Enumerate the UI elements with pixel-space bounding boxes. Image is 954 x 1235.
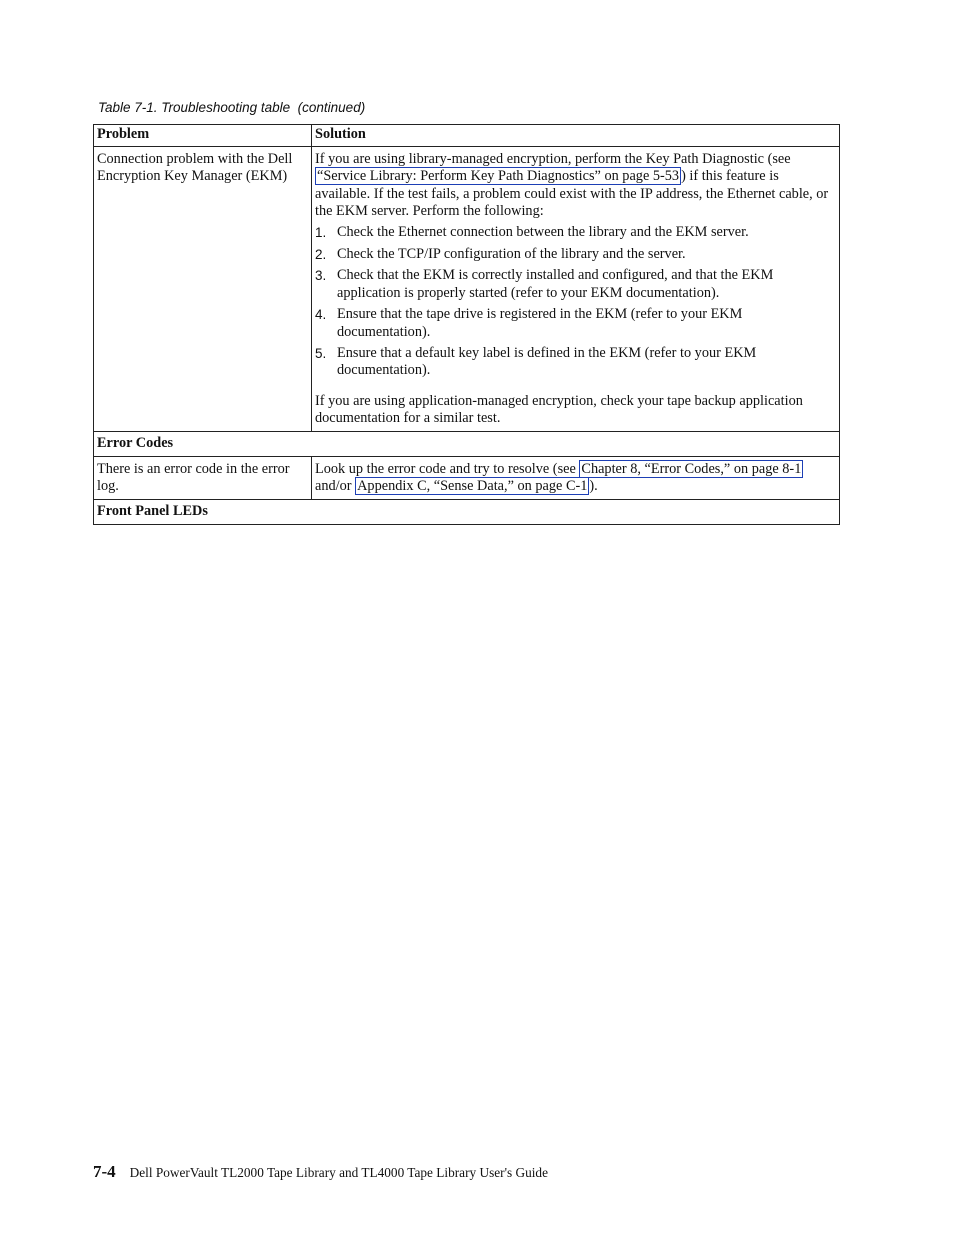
page-footer — [93, 1162, 548, 1182]
table-row — [94, 147, 840, 432]
table-caption — [98, 100, 365, 115]
error-codes-section-row — [94, 432, 840, 457]
problem-header: Problem — [94, 125, 312, 147]
chapter-8-error-codes-link[interactable]: Chapter 8, “Error Codes,” on page 8-1 — [581, 461, 802, 478]
table-caption-continued: (continued) — [297, 100, 366, 115]
solution-header: Solution — [312, 125, 840, 147]
key-path-diagnostics-link[interactable]: “Service Library: Perform Key Path Diagnostics” on page 5-53 — [317, 168, 680, 185]
error-solution-cell — [312, 457, 840, 499]
ekm-steps-list — [315, 224, 829, 380]
page-number: 7-4 — [93, 1162, 116, 1181]
list-item: 5. Ensure that a default key label is defined in the EKM (refer to your EKM documentation). — [315, 345, 757, 379]
troubleshooting-table — [93, 124, 840, 525]
ekm-closing: If you are using application-managed encryption, check your tape backup application documentation for a similar test. — [315, 392, 803, 426]
front-panel-section-title: Front Panel LEDs — [94, 499, 840, 524]
table-header-row — [94, 125, 840, 147]
ekm-problem-cell: Connection problem with the Dell Encryption Key Manager (EKM) — [94, 147, 312, 432]
appendix-c-sense-data-link[interactable]: Appendix C, “Sense Data,” on page C-1 — [357, 478, 588, 495]
list-item: 2. Check the TCP/IP configuration of the library and the server. — [315, 245, 686, 262]
error-codes-section-title: Error Codes — [94, 432, 840, 457]
ekm-solution-cell — [312, 147, 840, 432]
table-caption-label: Table 7-1. Troubleshooting table — [98, 100, 291, 115]
table-row — [94, 457, 840, 499]
list-item: 3. Check that the EKM is correctly installed and configured, and that the EKM application is properly started (refer to your EKM documentation). — [315, 267, 774, 301]
error-solution-text: Look up the error code and try to resolve (see Chapter 8, “Error Codes,” on page 8-1 and/or Appendix C, “Sense Data,” on page C-1 ). — [315, 461, 802, 495]
list-item: 1. Check the Ethernet connection between the library and the EKM server. — [315, 224, 749, 241]
list-item: 4. Ensure that the tape drive is registered in the EKM (refer to your EKM documentation). — [315, 306, 743, 340]
error-problem-cell: There is an error code in the error log. — [94, 457, 312, 499]
document-title: Dell PowerVault TL2000 Tape Library and TL4000 Tape Library User's Guide — [129, 1165, 548, 1180]
front-panel-section-row — [94, 499, 840, 524]
ekm-intro: If you are using library-managed encryption, perform the Key Path Diagnostic (see “Service Library: Perform Key Path Diagnostics” on page 5-53 ) if this feature is available. If the test fails, a problem could exist with the IP address, the Ethernet cable, or the EKM server. Perform the following: — [315, 151, 829, 219]
